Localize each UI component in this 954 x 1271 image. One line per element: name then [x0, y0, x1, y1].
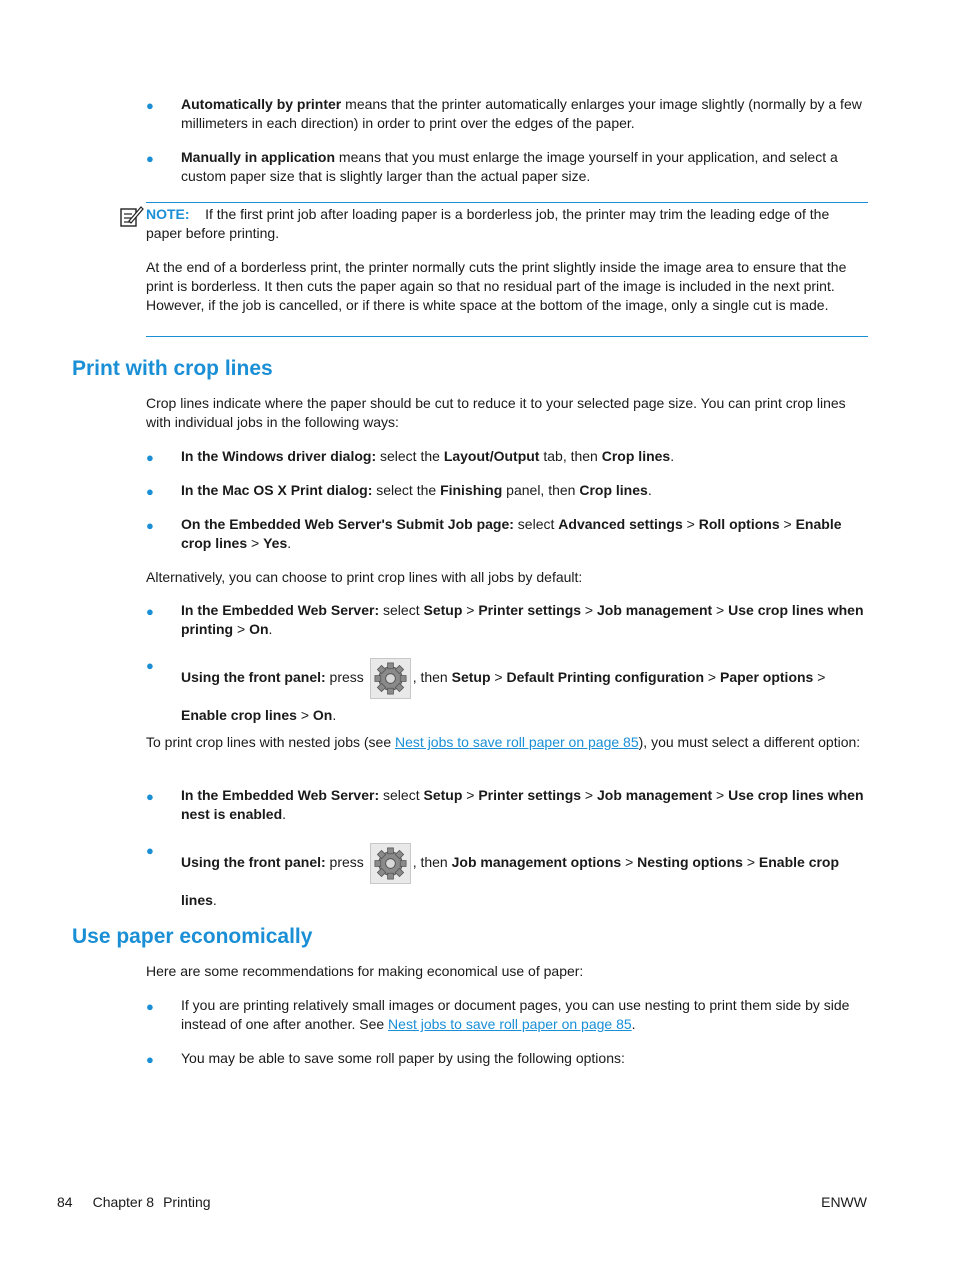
bullet-icon: ● — [146, 484, 154, 499]
footer-chapter: Chapter 8 — [92, 1194, 155, 1210]
note-label: NOTE: — [146, 206, 190, 222]
bullet-icon: ● — [146, 843, 154, 858]
page-footer — [57, 1193, 211, 1212]
settings-gear-icon — [370, 843, 411, 884]
footer-section: Printing — [163, 1194, 211, 1210]
bullet-icon: ● — [146, 98, 154, 113]
footer-right: ENWW — [821, 1194, 867, 1210]
note-icon — [120, 205, 144, 232]
paragraph: Alternatively, you can choose to print crop lines with all jobs by default: — [146, 569, 583, 585]
note-text: NOTE: If the first print job after loading paper is a borderless job, the printer may trim the leading edge of the paper before printing. — [146, 206, 830, 241]
note-paragraph: At the end of a borderless print, the printer normally cuts the print slightly inside the image area to ensure that the print is borderless. It then cuts the paper again so that no residual part of the image is included in the next print. However, if the job is cancelled, or if there is white space at the bottom of the image, only a single cut is made. — [146, 259, 847, 313]
bullet-icon: ● — [146, 151, 154, 166]
paragraph: Here are some recommendations for making economical use of paper: — [146, 963, 584, 979]
page-number: 84 — [57, 1194, 73, 1210]
section-heading: Use paper economically — [72, 925, 313, 948]
note-bottom-rule — [146, 336, 868, 337]
bullet-icon: ● — [146, 1052, 154, 1067]
section-heading: Print with crop lines — [72, 357, 273, 380]
paragraph: To print crop lines with nested jobs (see Nest jobs to save roll paper on page 85), you must select a different option: — [146, 734, 861, 750]
nest-jobs-link[interactable]: Nest jobs to save roll paper on page 85 — [388, 1016, 632, 1032]
note-top-rule — [146, 202, 868, 203]
settings-gear-icon — [370, 658, 411, 699]
bullet-icon: ● — [146, 658, 154, 673]
nest-jobs-link[interactable]: Nest jobs to save roll paper on page 85 — [395, 734, 639, 750]
bullet-icon: ● — [146, 518, 154, 533]
bullet-icon: ● — [146, 999, 154, 1014]
paragraph: Crop lines indicate where the paper should be cut to reduce it to your selected page size. You can print crop lines with individual jobs in the following ways: — [146, 395, 846, 430]
bullet-icon: ● — [146, 604, 154, 619]
bullet-icon: ● — [146, 450, 154, 465]
bullet-icon: ● — [146, 789, 154, 804]
